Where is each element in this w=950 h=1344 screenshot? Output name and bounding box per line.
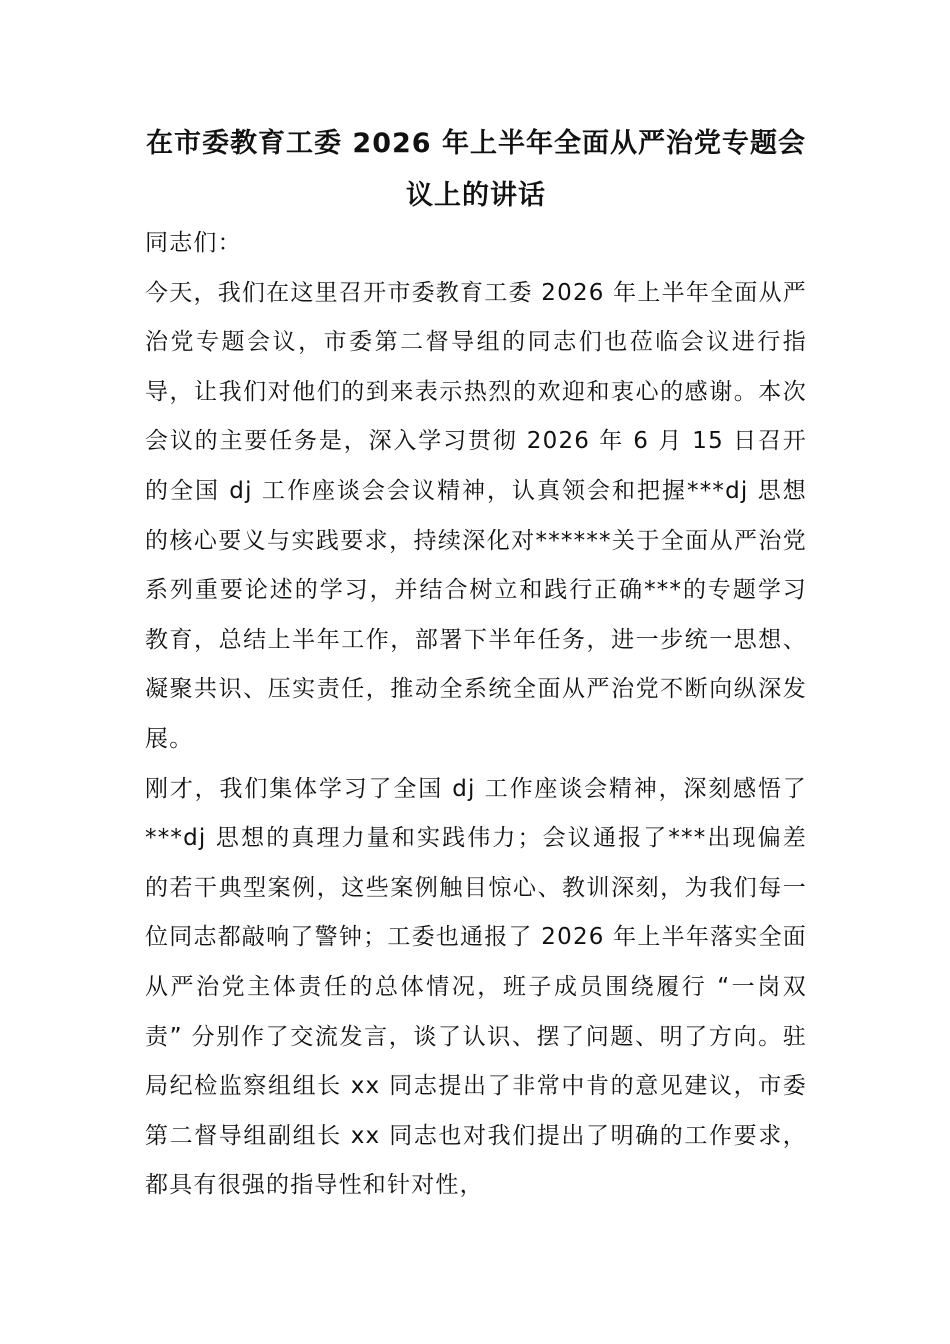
salutation: 同志们： [145,230,242,256]
paragraph: 今天，我们在这里召开市委教育工委 2026 年上半年全面从严治党专题会议，市委第二督导组的同志们也莅临会议进行指导，让我们对他们的到来表示热烈的欢迎和衷心的感谢。本次会议的主要任务是，深入学习贯彻 2026 年 6 月 15 日召开的全国 dj 工作座谈会会议精神，认真领会和把握***dj 思想的核心要义与实践要求，持续深化对******关于全面从严治党系列重要论述的学习，并结合树立和践行正确***的专题学习教育，总结上半年工作，部署下半年任务，进一步统一思想、凝聚共识、压实责任，推动全系统全面从严治党不断向纵深发展。 [145,279,807,752]
document-title: 在市委教育工委 2026 年上半年全面从严治党专题会议上的讲话 [146,128,806,211]
document-body [145,219,807,1211]
paragraph: 刚才，我们集体学习了全国 dj 工作座谈会精神，深刻感悟了***dj 思想的真理力量和实践伟力；会议通报了***出现偏差的若干典型案例，这些案例触目惊心、教训深刻，为我们每一位同志都敲响了警钟；工委也通报了 2026 年上半年落实全面从严治党主体责任的总体情况，班子成员围绕履行 “一岗双责” 分别作了交流发言，谈了认识、摆了问题、明了方向。驻局纪检监察组组长 xx 同志提出了非常中肯的意见建议，市委第二督导组副组长 xx 同志也对我们提出了明确的工作要求，都具有很强的指导性和针对性， [145,775,807,1199]
